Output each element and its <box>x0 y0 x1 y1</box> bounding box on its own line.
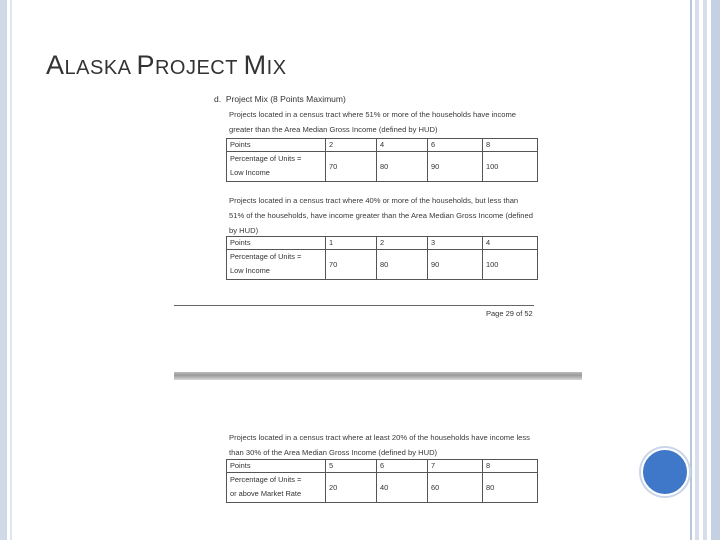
table-cell: 2 <box>326 139 377 152</box>
right-decor-bar <box>711 0 720 540</box>
table-cell: 60 <box>428 473 483 503</box>
right-decor-bar <box>695 0 699 540</box>
table-cell: 100 <box>483 152 538 182</box>
page-rule <box>174 305 534 306</box>
document-heading <box>214 94 346 104</box>
right-decor-bar <box>690 0 692 540</box>
table-cell: 6 <box>377 460 428 473</box>
table-row <box>227 152 538 182</box>
table-row <box>227 250 538 280</box>
paragraph-2: Projects located in a census tract where 40% or more of the households, but less than 51% of the households, have income greater than the Area Median Gross Income (defined by HUD) <box>229 196 533 235</box>
table-cell <box>227 473 326 503</box>
page-number: Page 29 of 52 <box>486 309 533 318</box>
heading-text: Project Mix (8 Points Maximum) <box>225 94 346 104</box>
table-row <box>227 460 538 473</box>
row-label: or above Market Rate <box>230 489 302 498</box>
points-table-3 <box>226 459 538 503</box>
row-label: Low Income <box>230 266 270 275</box>
right-decor-bar <box>703 0 707 540</box>
heading-letter: d. <box>214 94 222 104</box>
points-table-2 <box>226 236 538 280</box>
table-cell: 90 <box>428 152 483 182</box>
slide-title <box>46 50 287 81</box>
row-label: Low Income <box>230 168 270 177</box>
table-cell: 20 <box>326 473 377 503</box>
paragraph-3: Projects located in a census tract where at least 20% of the households have income less than 30% of the Area Median Gross Income (defined by HUD) <box>229 433 530 457</box>
row-label: Percentage of Units = <box>230 252 302 261</box>
title-part: LASKA <box>64 57 137 79</box>
table-cell <box>227 152 326 182</box>
table-cell: 8 <box>483 139 538 152</box>
table-cell: 70 <box>326 152 377 182</box>
row-label: Percentage of Units = <box>230 154 302 163</box>
title-part: A <box>46 50 65 80</box>
left-decor-bar <box>0 0 7 540</box>
table-cell: 100 <box>483 250 538 280</box>
left-decor-line <box>10 0 12 540</box>
title-part: P <box>136 50 155 80</box>
table-cell: 80 <box>483 473 538 503</box>
title-part: M <box>243 50 267 80</box>
paragraph-1: Projects located in a census tract where 51% or more of the households have income greater than the Area Median Gross Income (defined by HUD) <box>229 110 517 134</box>
table-cell: 6 <box>428 139 483 152</box>
table-cell: Points <box>227 139 326 152</box>
table-cell: 40 <box>377 473 428 503</box>
table-cell: 7 <box>428 460 483 473</box>
row-label: Percentage of Units = <box>230 475 302 484</box>
table-cell: 70 <box>326 250 377 280</box>
title-part: ROJECT <box>154 57 244 79</box>
table-cell: 80 <box>377 250 428 280</box>
table-cell: 2 <box>377 237 428 250</box>
table-row <box>227 139 538 152</box>
table-cell: 4 <box>483 237 538 250</box>
page-separator <box>174 372 582 380</box>
table-cell: 1 <box>326 237 377 250</box>
points-table-1 <box>226 138 538 182</box>
table-cell: Points <box>227 460 326 473</box>
table-cell: 90 <box>428 250 483 280</box>
table-cell: 3 <box>428 237 483 250</box>
table-cell: 8 <box>483 460 538 473</box>
table-cell <box>227 250 326 280</box>
decor-circle <box>641 448 689 496</box>
title-part: IX <box>266 57 287 79</box>
table-row <box>227 237 538 250</box>
table-row <box>227 473 538 503</box>
table-cell: 4 <box>377 139 428 152</box>
table-cell: 5 <box>326 460 377 473</box>
table-cell: Points <box>227 237 326 250</box>
table-cell: 80 <box>377 152 428 182</box>
